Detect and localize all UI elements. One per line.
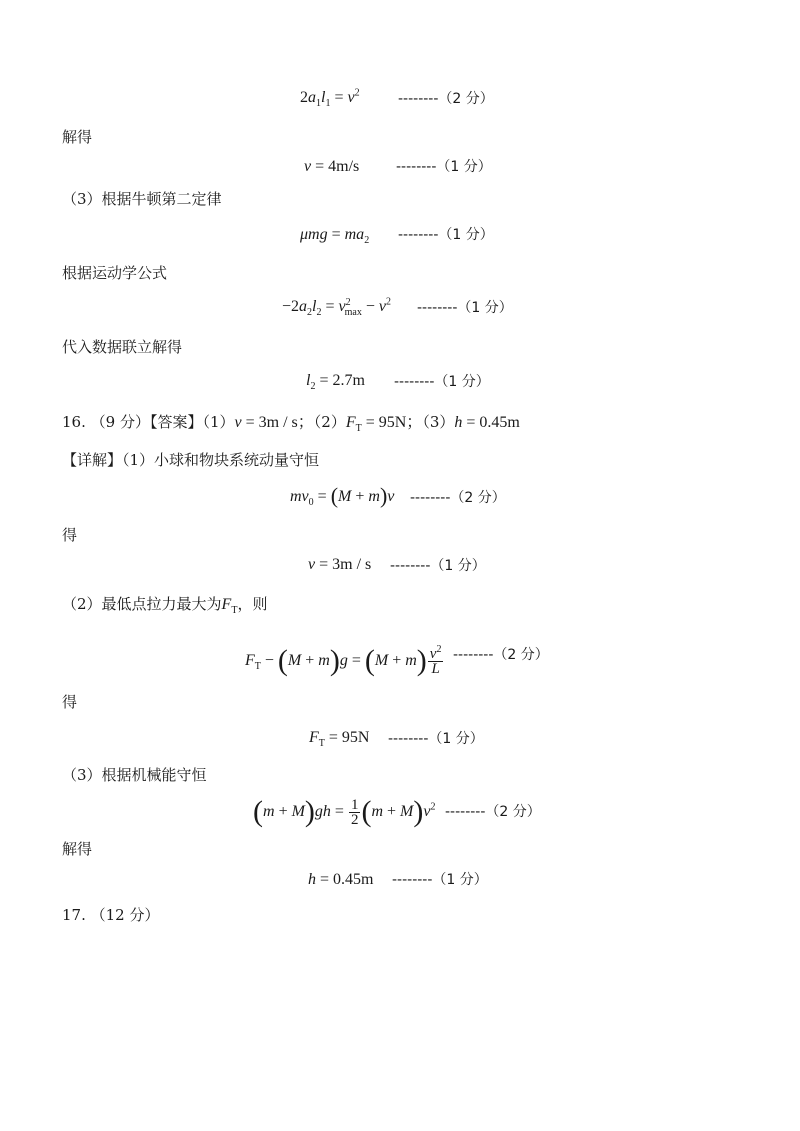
question-number: 16. xyxy=(62,413,86,431)
equation-v-3: v = 3m / s xyxy=(308,556,372,573)
equation-h: h = 0.45m xyxy=(308,871,374,888)
score-label: --------（1 分） xyxy=(394,374,490,390)
step-heading: （3）根据牛顿第二定律 xyxy=(62,190,222,208)
label-get: 得 xyxy=(62,526,78,544)
equation-v-4: v = 4m/s xyxy=(304,158,360,175)
equation-momentum: $mv_0 = (M + m)v$ xyxy=(290,483,395,509)
score-label: --------（2 分） xyxy=(398,91,494,107)
score-label: --------（1 分） xyxy=(417,300,513,316)
question-number: 17. xyxy=(62,906,86,924)
question-points: （12 分） xyxy=(90,906,160,924)
step-heading: （2）最低点拉力最大为$F_T$，则 xyxy=(62,595,268,617)
question-16-answer: 16. （9 分）【答案】（1）v = 3m / s；$(2)F_T = 95N$；（3）h = 0.45m xyxy=(62,413,520,435)
question-17-heading xyxy=(62,905,160,925)
part-label: （2） xyxy=(313,413,346,431)
score-label: --------（1 分） xyxy=(388,731,484,747)
label-solve: 解得 xyxy=(62,840,93,858)
score-label: --------（2 分） xyxy=(445,804,541,820)
score-label: --------（2 分） xyxy=(410,490,506,506)
score-label: --------（1 分） xyxy=(392,872,488,888)
part-label: （3） xyxy=(422,413,455,431)
equation-energy: (m + M)gh = $\frac{1}{2}$ $(m + M)v^2$ xyxy=(253,795,436,828)
equation-2a1l1: $2a_1l_1 = v^2$ xyxy=(300,87,360,110)
equation-ft-95: $F_T = 95N$ xyxy=(309,729,370,750)
answer-tag: 【答案】 xyxy=(149,413,203,431)
equation-kinematics: $-2a_2l_2 = v^2_{max} - v^2$ xyxy=(282,296,391,319)
equation-tension: $F_T - (M + m)g = (M + m)$ $\frac{v^2}{L}$ xyxy=(245,643,442,677)
label-solve: 解得 xyxy=(62,128,93,146)
equation-l2: $l_2 = 2.7m$ xyxy=(306,372,365,393)
step-heading: 根据运动学公式 xyxy=(62,264,168,282)
score-label: --------（2 分） xyxy=(453,647,549,663)
step-heading: （3）根据机械能守恒 xyxy=(62,766,207,784)
score-label: --------（1 分） xyxy=(390,558,486,574)
equation-newton: $\mu mg = ma_2$ xyxy=(300,226,370,247)
step-heading: 代入数据联立解得 xyxy=(62,338,183,356)
score-label: --------（1 分） xyxy=(398,227,494,243)
detail-heading: 【详解】（1）小球和物块系统动量守恒 xyxy=(62,451,320,469)
part-label: （1） xyxy=(202,413,235,431)
score-label: --------（1 分） xyxy=(396,159,492,175)
label-get: 得 xyxy=(62,693,78,711)
question-points: （9 分） xyxy=(90,413,150,431)
